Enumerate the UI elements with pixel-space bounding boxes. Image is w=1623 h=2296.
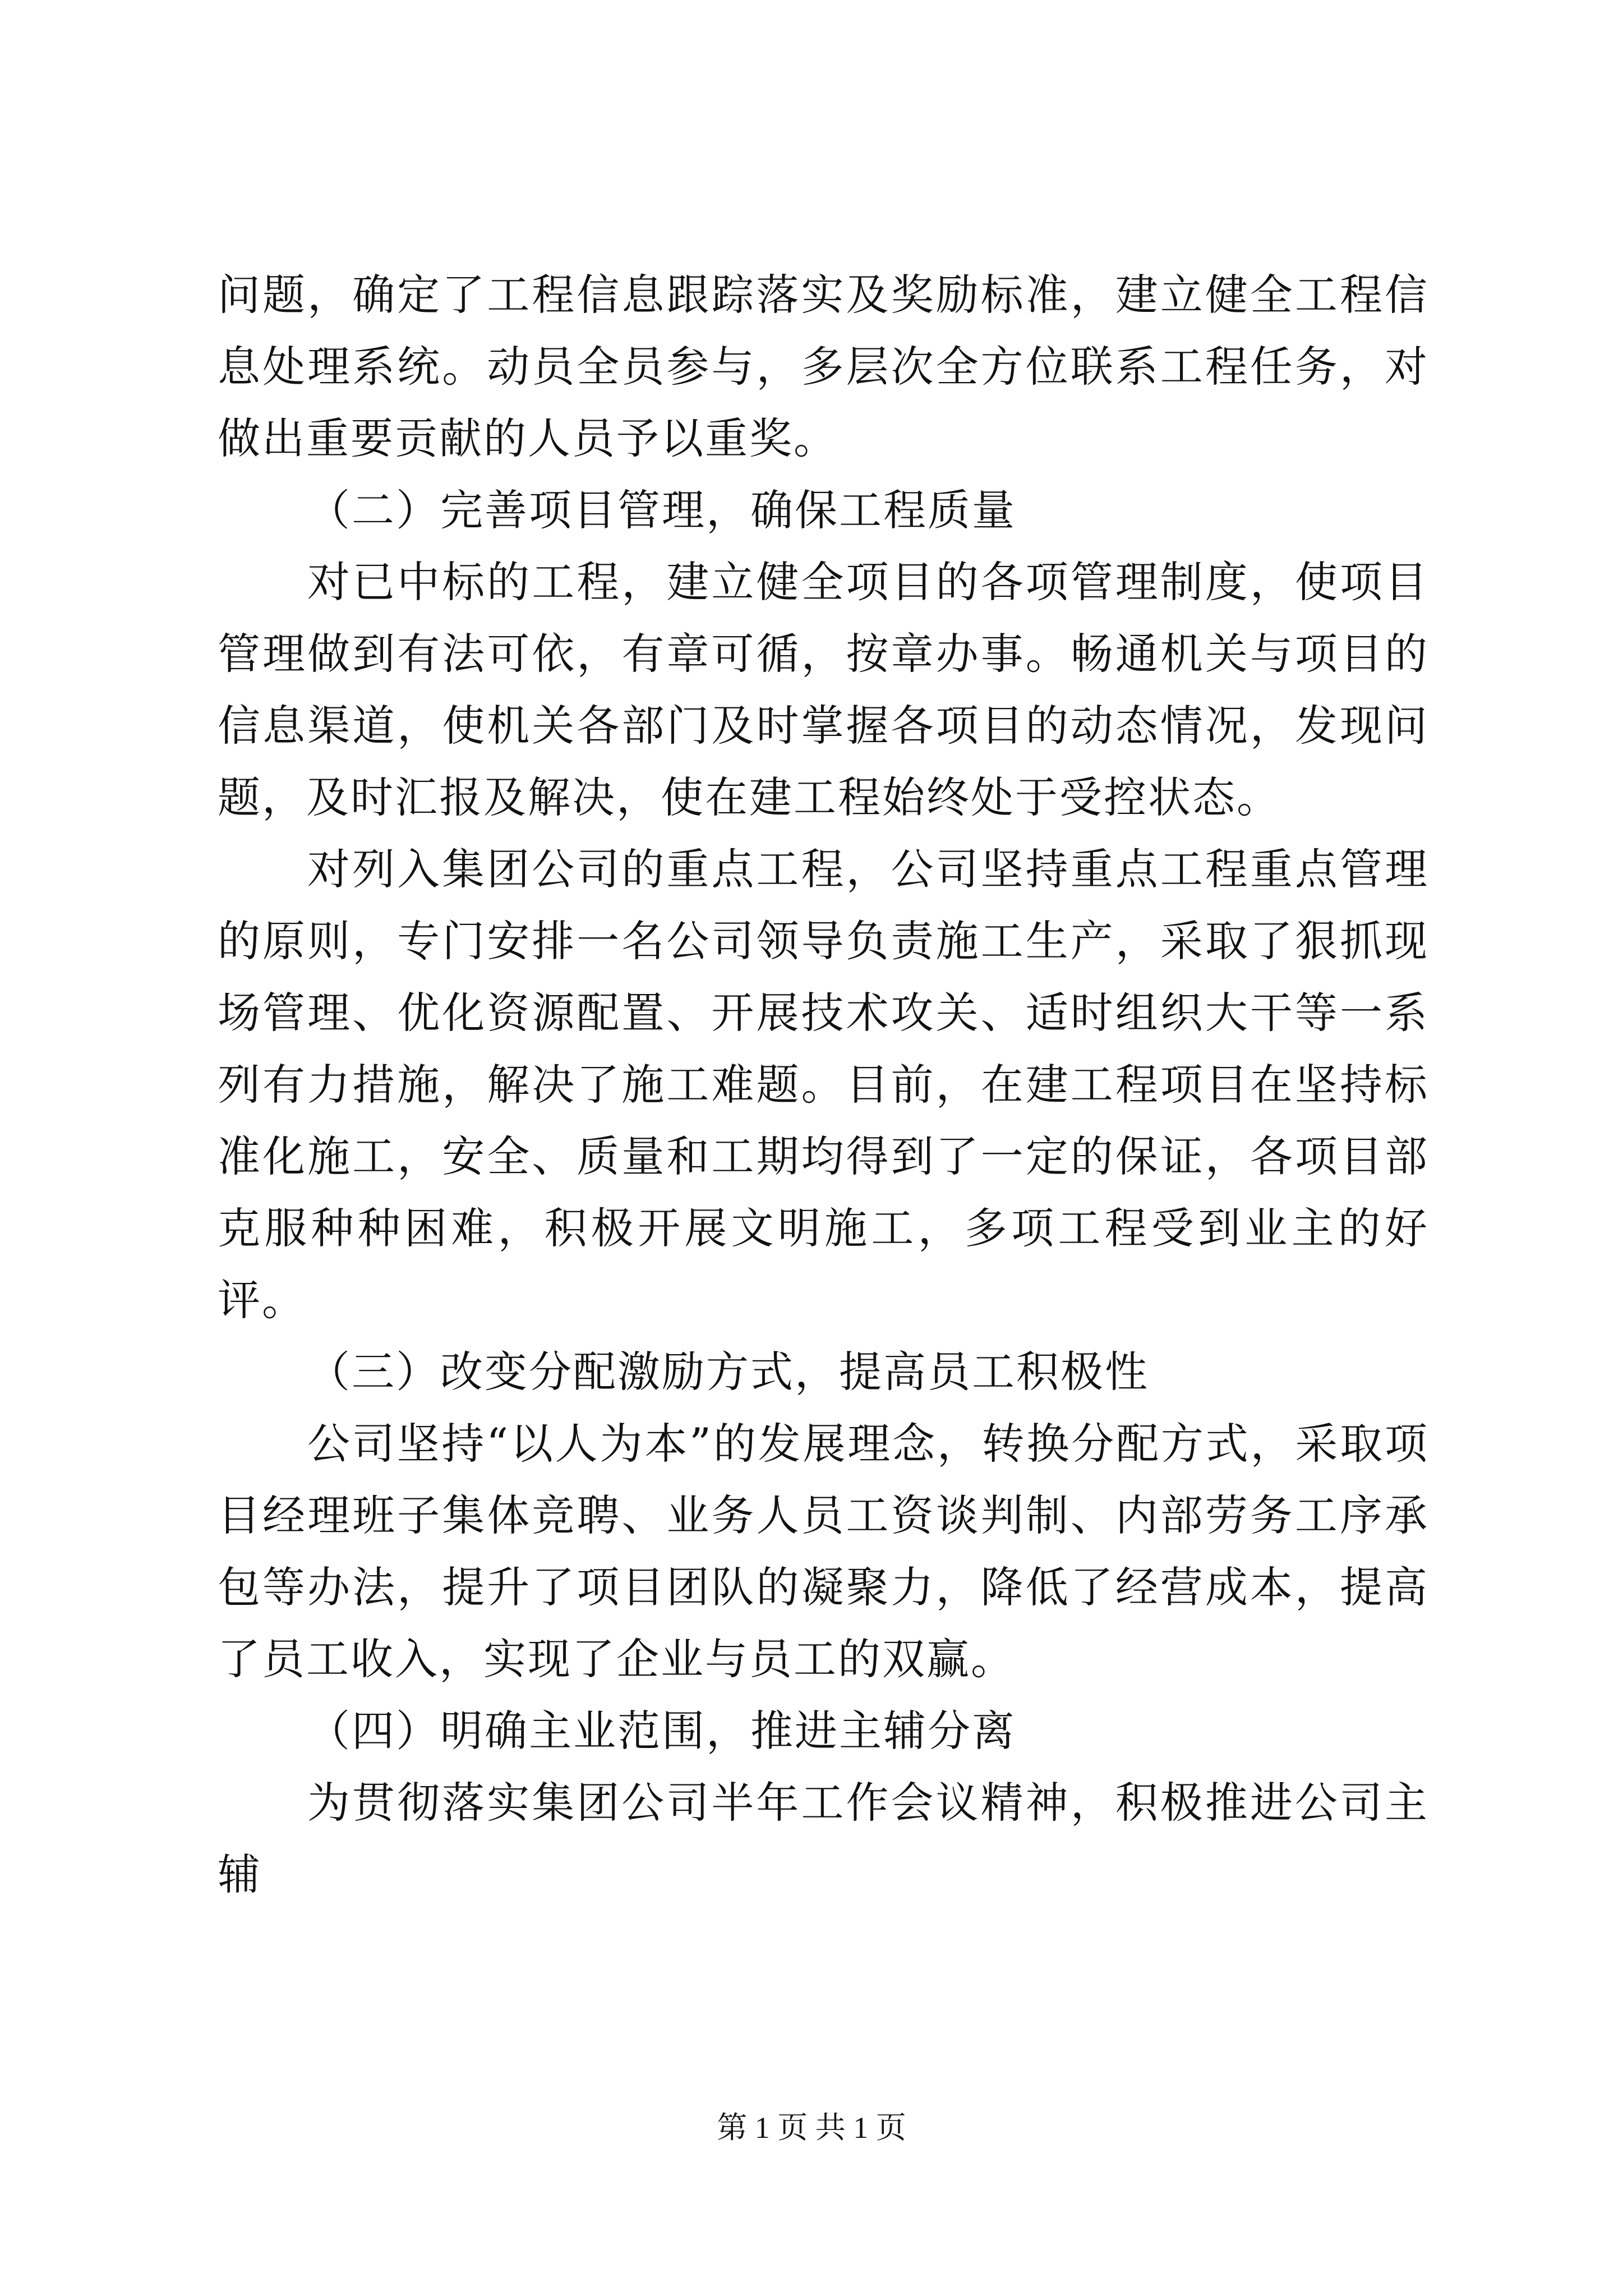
section-heading-2: （二）完善项目管理，确保工程质量 bbox=[307, 485, 1016, 535]
paragraph-key-projects: 对列入集团公司的重点工程，公司坚持重点工程重点管理的原则，专门安排一名公司领导负责施工生产，采取了狠抓现场管理、优化资源配置、开展技术攻关、适时组织大干等一系列有力措施，解决了施工难题。目前，在建工程项目在坚持标准化施工，安全、质量和工期均得到了一定的保证，各项目部克服种种困难，积极开展文明施工，多项工程受到业主的好评。 bbox=[218, 844, 1429, 1325]
section-heading-4: （四）明确主业范围，推进主辅分离 bbox=[307, 1706, 1016, 1756]
section-heading-3: （三）改变分配激励方式，提高员工积极性 bbox=[307, 1347, 1149, 1397]
paragraph-project-management: 对已中标的工程，建立健全项目的各项管理制度，使项目管理做到有法可依，有章可循，按章办事。畅通机关与项目的信息渠道，使机关各部门及时掌握各项目的动态情况，发现问题，及时汇报及解决，使在建工程始终处于受控状态。 bbox=[218, 557, 1429, 822]
page-footer: 第 1 页 共 1 页 bbox=[717, 2111, 906, 2145]
paragraph-main-business: 为贯彻落实集团公司半年工作会议精神，积极推进公司主辅 bbox=[218, 1778, 1429, 1899]
paragraph-continuation: 问题，确定了工程信息跟踪落实及奖励标准，建立健全工程信息处理系统。动员全员参与，多层次全方位联系工程任务，对做出重要贡献的人员予以重奖。 bbox=[218, 270, 1429, 463]
document-body bbox=[218, 259, 1429, 1911]
paragraph-distribution: 公司坚持“以人为本”的发展理念，转换分配方式，采取项目经理班子集体竞聘、业务人员工资谈判制、内部劳务工序承包等办法，提升了项目团队的凝聚力，降低了经营成本，提高了员工收入，实现了企业与员工的双赢。 bbox=[218, 1419, 1429, 1684]
